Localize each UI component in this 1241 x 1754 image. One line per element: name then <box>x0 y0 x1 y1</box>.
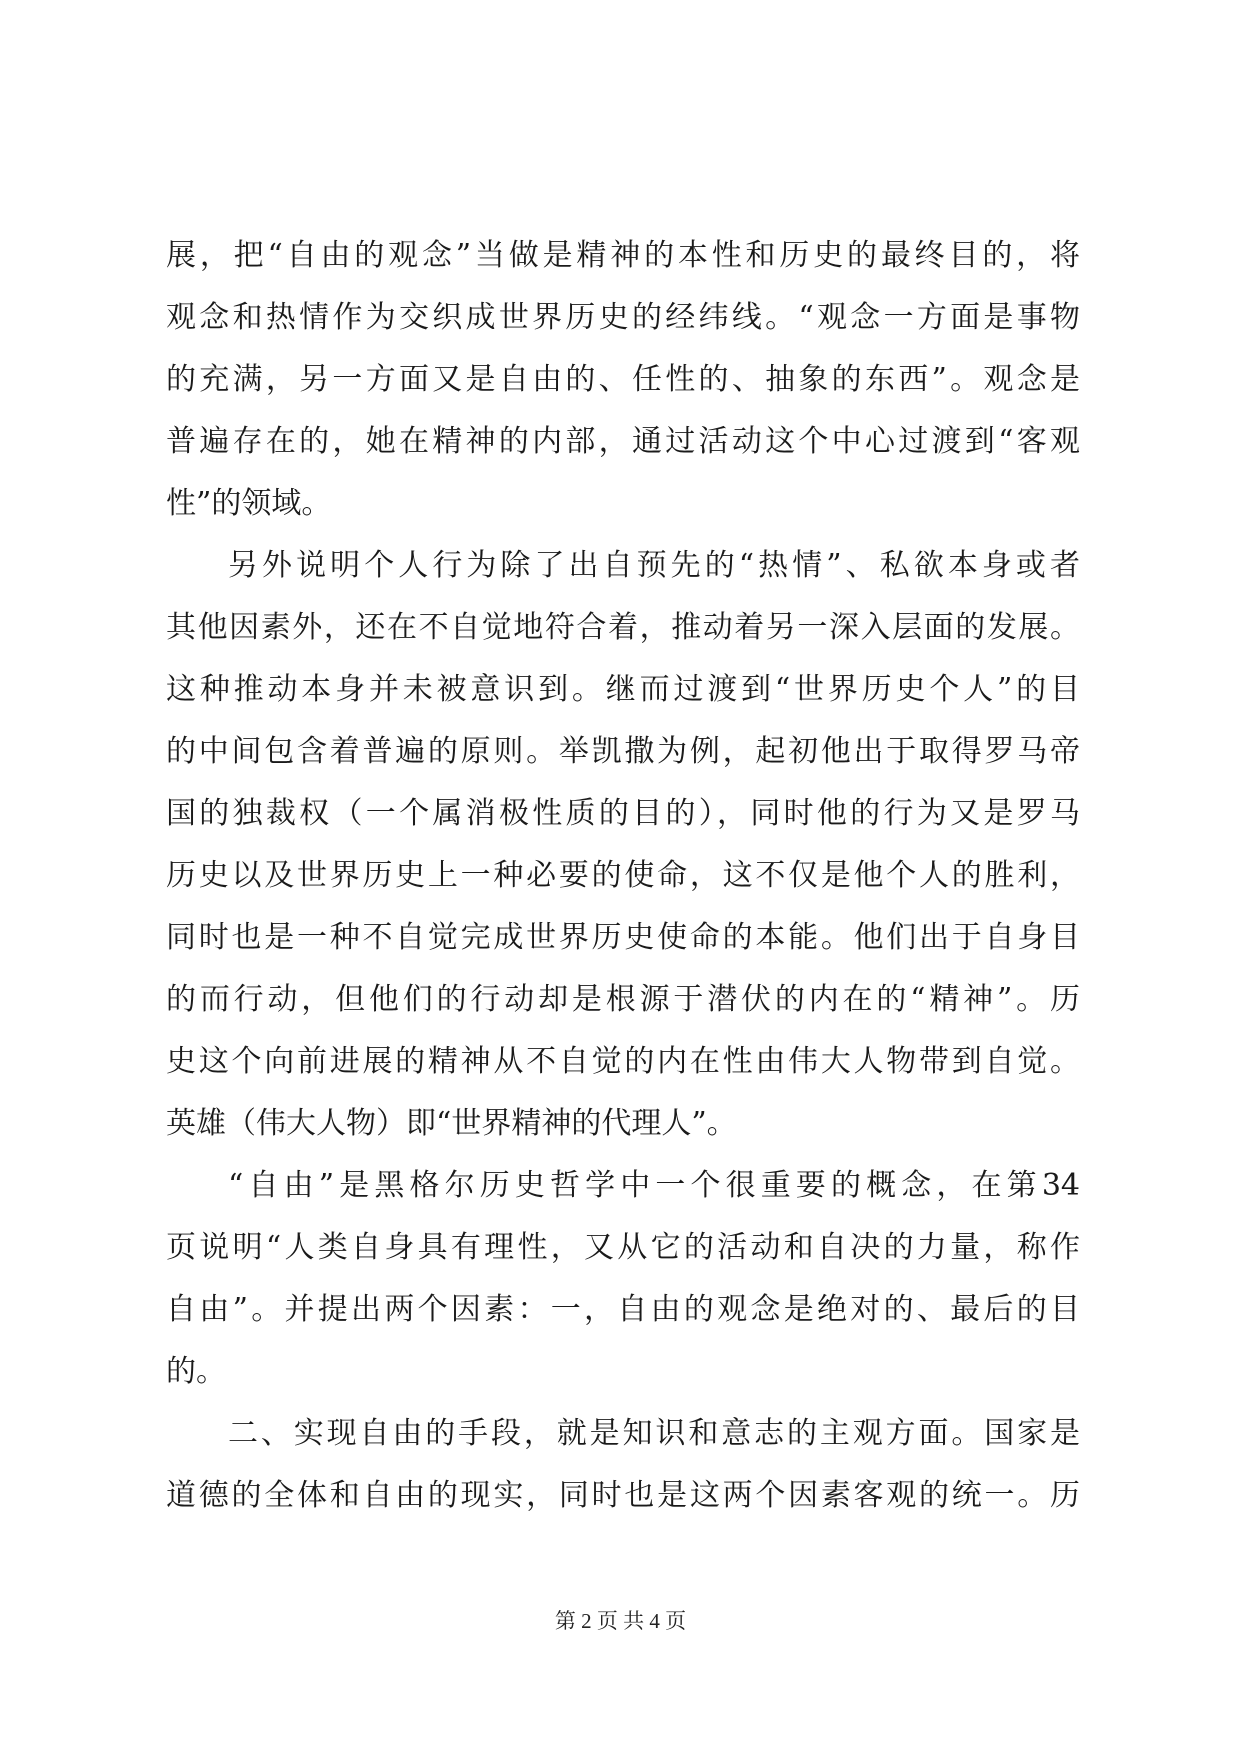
text-line: 的。 <box>166 1354 226 1389</box>
page-number-footer: 第 2 页 共 4 页 <box>554 1609 687 1633</box>
body-text <box>166 225 1080 1527</box>
text-line: 自由”。并提出两个因素：一，自由的观念是绝对的、最后的目 <box>166 1292 1080 1327</box>
text-line: 这种推动本身并未被意识到。继而过渡到“世界历史个人”的目 <box>166 672 1080 707</box>
text-line: 二、实现自由的手段，就是知识和意志的主观方面。国家是 <box>228 1416 1080 1451</box>
text-line: 的而行动，但他们的行动却是根源于潜伏的内在的“精神”。历 <box>166 982 1080 1017</box>
text-line: 同时也是一种不自觉完成世界历史使命的本能。他们出于自身目 <box>166 920 1080 955</box>
text-line: 普遍存在的，她在精神的内部，通过活动这个中心过渡到“客观 <box>166 424 1080 459</box>
text-line: 的充满，另一方面又是自由的、任性的、抽象的东西”。观念是 <box>166 362 1080 397</box>
text-line: 国的独裁权（一个属消极性质的目的），同时他的行为又是罗马 <box>166 796 1080 831</box>
text-line: 的中间包含着普遍的原则。举凯撒为例，起初他出于取得罗马帝 <box>166 734 1080 769</box>
text-line: 历史以及世界历史上一种必要的使命，这不仅是他个人的胜利， <box>166 858 1080 893</box>
text-line: 史这个向前进展的精神从不自觉的内在性由伟大人物带到自觉。 <box>166 1044 1080 1079</box>
text-line: 英雄（伟大人物）即“世界精神的代理人”。 <box>166 1106 737 1141</box>
text-line: 性”的领域。 <box>166 486 332 521</box>
text-line: 观念和热情作为交织成世界历史的经纬线。“观念一方面是事物 <box>166 300 1080 335</box>
text-line: 道德的全体和自由的现实，同时也是这两个因素客观的统一。历 <box>166 1478 1080 1513</box>
text-line: “自由”是黑格尔历史哲学中一个很重要的概念，在第34 <box>228 1168 1080 1203</box>
text-line: 页说明“人类自身具有理性，又从它的活动和自决的力量，称作 <box>166 1230 1080 1265</box>
text-line: 其他因素外，还在不自觉地符合着，推动着另一深入层面的发展。 <box>166 610 1080 645</box>
text-line: 展，把“自由的观念”当做是精神的本性和历史的最终目的，将 <box>166 238 1080 273</box>
text-line: 另外说明个人行为除了出自预先的“热情”、私欲本身或者 <box>228 548 1080 583</box>
